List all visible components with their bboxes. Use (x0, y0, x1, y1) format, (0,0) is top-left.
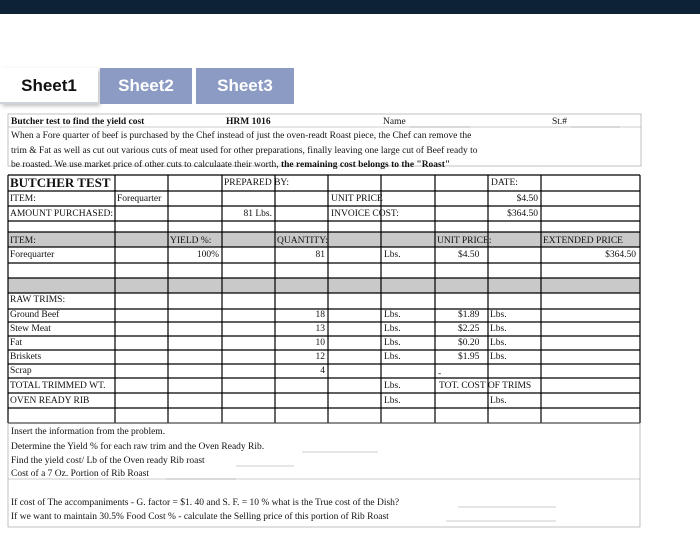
name-label: Name (383, 117, 406, 127)
intro-line-2: trim & Fat as well as cut out various cuts of meat used for other preparations, finally leaving one large cut of Beef ready to (11, 146, 478, 156)
trim-per-unit: Lbs. (490, 324, 507, 334)
tab-sheet3[interactable]: Sheet3 (196, 68, 294, 104)
total-cost-of-trims-label: TOT. COST OF TRIMS (439, 381, 532, 391)
student-number-label: St.# (552, 117, 568, 127)
col-quantity-header: QUANTITY: (277, 236, 328, 246)
question-selling-price: If we want to maintain 30.5% Food Cost % - calculate the Selling price of this portion of Rib Roast (11, 512, 389, 522)
trim-qty[interactable]: 13 (315, 324, 325, 334)
trim-name[interactable]: Briskets (10, 352, 42, 362)
instruction-3: Find the yield cost/ Lb of the Oven ready Rib roast (11, 456, 205, 466)
trim-qty[interactable]: 18 (315, 310, 325, 320)
invoice-cost-label: INVOICE COST: (331, 209, 399, 219)
trim-unit: Lbs. (384, 310, 401, 320)
trim-price[interactable]: $1.95 (458, 352, 480, 362)
intro-line-1: When a Fore quarter of beef is purchased by the Chef instead of just the oven-readt Roast piece, the Chef can remove the (11, 131, 472, 141)
prepared-by-label: PREPARED BY: (224, 178, 290, 188)
trim-qty[interactable]: 10 (315, 338, 325, 348)
question-true-cost: If cost of The accompaniments - G. factor = $1. 40 and S. F. = 10 % what is the True cost of the Dish? (11, 498, 400, 508)
col-extended-price-header: EXTENDED PRICE (543, 236, 623, 246)
main-quantity[interactable]: 81 (315, 250, 325, 260)
main-yield[interactable]: 100% (196, 250, 219, 260)
trim-price[interactable]: $2.25 (458, 324, 480, 334)
trim-qty[interactable]: 12 (315, 352, 325, 362)
col-item-header: ITEM: (10, 236, 36, 246)
sheet-title: Butcher test to find the yield cost (11, 117, 145, 127)
amount-purchased-label: AMOUNT PURCHASED: (10, 209, 114, 219)
instruction-1: Insert the information from the problem. (11, 427, 166, 437)
trim-unit: Lbs. (384, 338, 401, 348)
trim-qty[interactable]: 4 (320, 366, 325, 376)
course-code: HRM 1016 (226, 117, 271, 127)
main-unit-price[interactable]: $4.50 (458, 250, 480, 260)
trim-price[interactable]: $1.89 (458, 310, 480, 320)
col-unit-price-header: UNIT PRICE: (437, 236, 492, 246)
butcher-test-heading: BUTCHER TEST (10, 175, 111, 190)
total-trimmed-weight-label: TOTAL TRIMMED WT. (10, 381, 106, 391)
main-extended-price[interactable]: $364.50 (605, 250, 636, 260)
oven-ready-unit: Lbs. (384, 396, 401, 406)
tab-sheet1[interactable]: Sheet1 (0, 68, 98, 104)
instruction-4: Cost of a 7 Oz. Portion of Rib Roast (11, 469, 150, 479)
intro-line-3: be roasted. We use market price of other cuts to calculaate their worth, the remaining cost belongs to the "Roast" (11, 160, 451, 170)
date-label: DATE: (491, 178, 518, 188)
main-unit: Lbs. (384, 250, 401, 260)
amount-purchased-value[interactable]: 81 Lbs. (243, 209, 272, 219)
trim-unit: Lbs. (384, 324, 401, 334)
trim-price[interactable]: $0.20 (458, 338, 480, 348)
sheet-content (0, 110, 700, 541)
unit-price-value[interactable]: $4.50 (516, 194, 538, 204)
item-value[interactable]: Forequarter (117, 194, 162, 204)
trim-name[interactable]: Stew Meat (10, 324, 51, 334)
trim-name[interactable]: Ground Beef (10, 310, 60, 320)
trim-name[interactable]: Fat (10, 338, 23, 348)
trim-per-unit: Lbs. (490, 338, 507, 348)
tab-sheet2[interactable]: Sheet2 (100, 68, 192, 104)
total-trimmed-unit: Lbs. (384, 381, 401, 391)
trim-name[interactable]: Scrap (10, 366, 32, 376)
trim-unit: Lbs. (384, 352, 401, 362)
trim-per-unit: Lbs. (490, 310, 507, 320)
item-label: ITEM: (10, 194, 36, 204)
window-top-bar (0, 0, 700, 14)
shaded-row (8, 278, 640, 293)
instruction-2: Determine the Yield % for each raw trim and the Oven Ready Rib. (11, 442, 265, 452)
unit-price-label: UNIT PRICE (331, 194, 383, 204)
oven-ready-rib-label: OVEN READY RIB (10, 396, 90, 406)
invoice-cost-value[interactable]: $364.50 (507, 209, 538, 219)
main-item[interactable]: Forequarter (10, 250, 55, 260)
raw-trims-heading: RAW TRIMS: (10, 295, 66, 305)
total-cost-unit: Lbs. (490, 396, 507, 406)
dash-mark: - (438, 369, 442, 379)
col-yield-header: YIELD %: (170, 236, 212, 246)
trim-per-unit: Lbs. (490, 352, 507, 362)
